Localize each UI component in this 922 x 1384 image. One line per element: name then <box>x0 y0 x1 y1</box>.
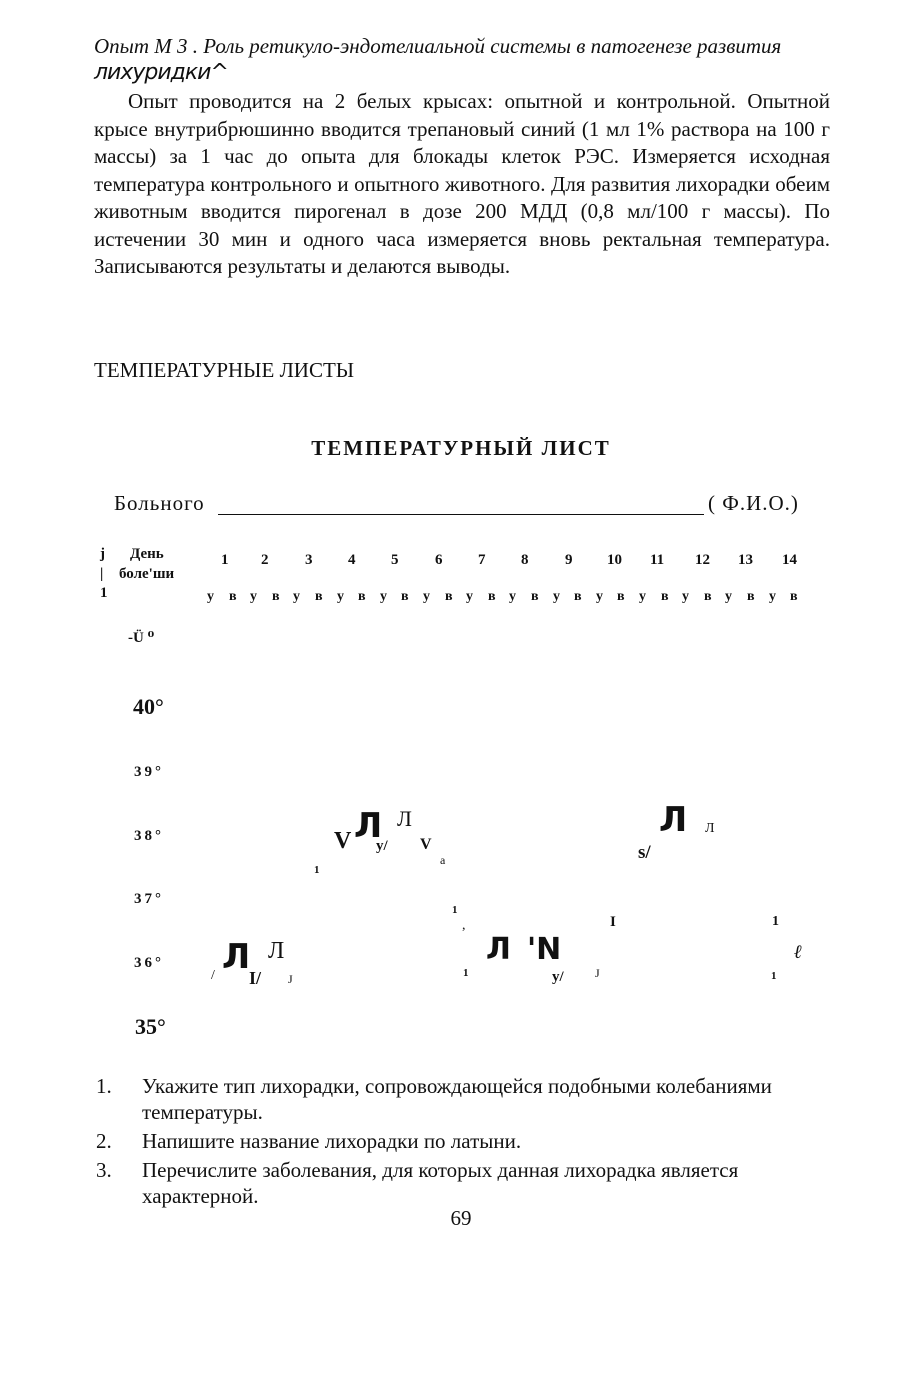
evening-cell: в <box>401 589 410 604</box>
day-number: 11 <box>650 552 665 568</box>
morning-cell: у <box>207 589 215 604</box>
question-item <box>94 1157 834 1209</box>
chart-mark: Л <box>486 932 511 967</box>
chart-mark: 1 <box>772 914 779 929</box>
morning-cell: у <box>466 589 474 604</box>
morning-cell: у <box>293 589 301 604</box>
temp-37: 37° <box>134 891 164 907</box>
chart-mark: Л <box>705 821 715 836</box>
evening-cell: в <box>661 589 670 604</box>
evening-cell: в <box>445 589 454 604</box>
evening-cell: в <box>531 589 540 604</box>
patient-label: Больного <box>114 491 205 515</box>
question-item <box>94 1128 834 1154</box>
day-label: боле'ши <box>119 566 175 582</box>
chart-mark: J <box>288 972 293 986</box>
experiment-title: Опыт М 3 . Роль ретикуло-эндотелиальной системы в патогенезе развития <box>94 34 782 58</box>
morning-cell: у <box>250 589 258 604</box>
chart-mark: 'N <box>527 932 562 967</box>
chart-mark: 1 <box>314 864 320 876</box>
chart-mark: а <box>440 853 446 867</box>
chart-mark: 1 <box>452 904 458 916</box>
chart-mark: s/ <box>638 842 651 863</box>
questions-list <box>94 1073 834 1212</box>
chart-mark: / <box>211 968 215 983</box>
chart-mark: у/ <box>552 969 564 985</box>
chart-mark: , <box>462 918 466 933</box>
temp-38: 38° <box>134 828 164 844</box>
evening-cell: в <box>574 589 583 604</box>
chart-mark: Л <box>397 806 412 831</box>
chart-mark: у/ <box>376 838 388 854</box>
question-number: 3. <box>96 1158 112 1182</box>
day-number: 4 <box>348 552 356 568</box>
day-number: 10 <box>607 552 622 568</box>
morning-cell: у <box>725 589 733 604</box>
day-number: 9 <box>565 552 573 568</box>
chart-mark: ℓ <box>794 942 803 963</box>
evening-cell: в <box>747 589 756 604</box>
day-number: 8 <box>521 552 529 568</box>
chart-mark: I <box>610 914 616 930</box>
chart-mark: Л <box>222 937 251 977</box>
sheet-title: ТЕМПЕРАТУРНЫЙ ЛИСТ <box>311 436 611 460</box>
day-number: 13 <box>738 552 753 568</box>
evening-cell: в <box>272 589 281 604</box>
question-number: 2. <box>96 1129 112 1153</box>
question-text: Перечислите заболевания, для которых данная лихорадка является характерной. <box>142 1158 739 1208</box>
morning-cell: у <box>639 589 647 604</box>
chart-mark: V <box>420 836 432 853</box>
day-number: 3 <box>305 552 313 568</box>
day-number: 2 <box>261 552 269 568</box>
morning-cell: у <box>769 589 777 604</box>
day-number: 5 <box>391 552 399 568</box>
chart-mark: I/ <box>249 968 262 988</box>
chart-mark: 1 <box>771 970 777 982</box>
evening-cell: в <box>315 589 324 604</box>
temp-40: 40° <box>133 694 164 719</box>
patient-fio-label: ( Ф.И.О.) <box>708 491 799 515</box>
chart-mark: 1 <box>463 967 469 979</box>
temp-39: 39° <box>134 764 164 780</box>
morning-cell: у <box>553 589 561 604</box>
day-number: 12 <box>695 552 710 568</box>
section-title: ТЕМПЕРАТУРНЫЕ ЛИСТЫ <box>94 358 355 382</box>
morning-cell: у <box>682 589 690 604</box>
evening-cell: в <box>358 589 367 604</box>
day-label: День <box>130 546 164 562</box>
experiment-paragraph <box>94 88 830 281</box>
chart-mark: J <box>595 966 600 980</box>
question-text: Напишите название лихорадки по латыни. <box>142 1129 522 1153</box>
header-mark: j <box>100 546 105 562</box>
chart-mark: Л <box>268 938 285 964</box>
morning-cell: у <box>380 589 388 604</box>
question-number: 1. <box>96 1074 112 1098</box>
header-mark: | <box>100 566 104 582</box>
morning-cell: у <box>423 589 431 604</box>
experiment-text: Опыт проводится на 2 белых крысах: опытной и контрольной. Опытной крысе внутрибрюшинно вводится трепановый синий (1 мл 1% раствора на 100 г массы) за 1 час до опыта для блокады клеток РЭС. Измеряется исходная температура контрольного и опытного животного. Для развития лихорадки обеим животным вводится пирогенал в дозе 200 МДД (0,8 мл/100 г массы). По истечении 30 мин и одного часа измеряется вновь ректальная температура. Записываются результаты и делаются выводы. <box>94 89 830 278</box>
question-item <box>94 1073 834 1125</box>
evening-cell: в <box>790 589 799 604</box>
day-number: 7 <box>478 552 486 568</box>
evening-cell: в <box>704 589 713 604</box>
header-mark: 1 <box>100 585 108 601</box>
morning-cell: у <box>596 589 604 604</box>
evening-cell: в <box>488 589 497 604</box>
chart-mark: Л <box>659 800 688 840</box>
morning-cell: у <box>337 589 345 604</box>
evening-cell: в <box>229 589 238 604</box>
day-number: 14 <box>782 552 797 568</box>
patient-name-line <box>218 514 704 515</box>
page-number: 69 <box>450 1206 472 1230</box>
question-text: Укажите тип лихорадки, сопровождающейся подобными колебаниями температуры. <box>142 1074 772 1124</box>
scale-top-mark: -Ü ⁰ <box>128 630 155 646</box>
temp-35: 35° <box>135 1014 166 1039</box>
chart-mark: Л <box>354 806 383 846</box>
day-number: 6 <box>435 552 443 568</box>
temp-36: 36° <box>134 955 164 971</box>
morning-cell: у <box>509 589 517 604</box>
evening-cell: в <box>617 589 626 604</box>
day-number: 1 <box>221 552 229 568</box>
chart-mark: V <box>334 828 352 854</box>
experiment-title-continuation: лихуридки^ <box>94 60 228 85</box>
